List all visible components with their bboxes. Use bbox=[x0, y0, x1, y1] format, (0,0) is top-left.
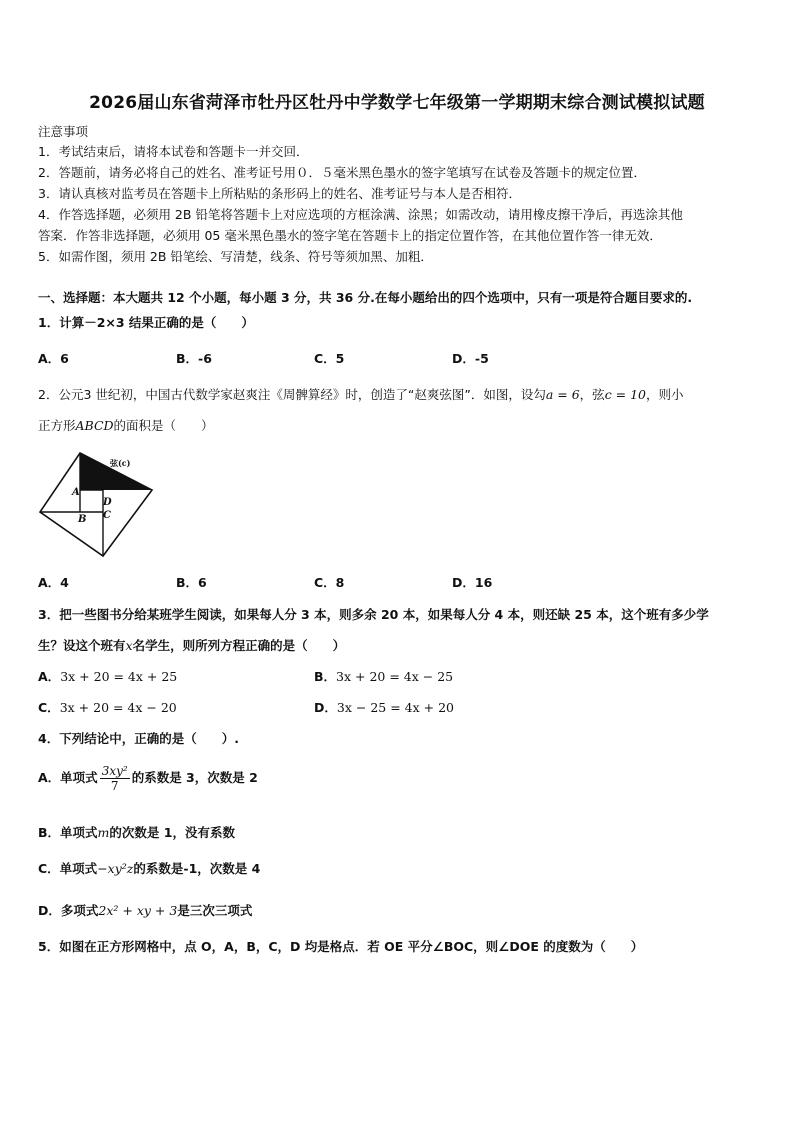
question-3-line-2 bbox=[38, 636, 345, 654]
q2-option-d: D．16 bbox=[452, 575, 493, 590]
question-2-line-1 bbox=[38, 385, 684, 403]
label-d: D bbox=[103, 497, 112, 508]
q3-option-b-letter: B． bbox=[314, 669, 337, 684]
label-c: C bbox=[103, 510, 111, 521]
q2-option-a: A．4 bbox=[38, 575, 69, 590]
label-a: A bbox=[72, 487, 80, 498]
q4-a-fraction bbox=[100, 764, 130, 793]
q3-option-d bbox=[314, 698, 454, 716]
zhao-shuang-figure bbox=[36, 450, 156, 560]
q2-stem-part-1: 2．公元3 世纪初，中国古代数学家赵爽注《周髀算经》时，创造了“赵爽弦图”．如图，设勾 bbox=[38, 387, 546, 402]
q4-c-pre: C．单项式 bbox=[38, 861, 98, 876]
q3-option-c-expr: 3x + 20 = 4x − 20 bbox=[59, 700, 177, 715]
q1-option-b: B．-6 bbox=[176, 351, 212, 366]
q3-option-c bbox=[38, 698, 177, 716]
q4-d-post: 是三次三项式 bbox=[177, 903, 253, 918]
q4-d-math: 2x² + xy + 3 bbox=[98, 903, 178, 918]
q4-b-math: m bbox=[97, 825, 110, 840]
q3-option-a-expr: 3x + 20 = 4x + 25 bbox=[60, 669, 178, 684]
notes-heading: 注意事项 bbox=[38, 124, 89, 139]
q3-option-b bbox=[314, 667, 453, 685]
q1-option-c: C．5 bbox=[314, 351, 345, 366]
q4-a-denominator: 7 bbox=[110, 779, 119, 793]
q4-option-b bbox=[38, 823, 235, 841]
q3-option-d-expr: 3x − 25 = 4x + 20 bbox=[336, 700, 454, 715]
q2-c-equation: c = 10 bbox=[604, 387, 647, 402]
question-3-line-1: 3．把一些图书分给某班学生阅读，如果每人分 3 本，则多余 20 本，如果每人分 4 本，则还缺 25 本，这个班有多少学 bbox=[38, 607, 709, 622]
q1-option-a: A．6 bbox=[38, 351, 69, 366]
note-item-2: 2．答题前，请务必将自己的姓名、准考证号用０．５毫米黑色墨水的签字笔填写在试卷及答题卡的规定位置． bbox=[38, 165, 646, 180]
q3-option-d-letter: D． bbox=[314, 700, 337, 715]
q2-stem-part-3: ，则小 bbox=[646, 387, 684, 402]
q2-option-b: B．6 bbox=[176, 575, 207, 590]
q3-option-b-expr: 3x + 20 = 4x − 25 bbox=[336, 669, 454, 684]
note-item-4-cont: 答案．作答非选择题，必须用 05 毫米黑色墨水的签字笔在答题卡上的指定位置作答，在其他位置作答一律无效． bbox=[38, 228, 662, 243]
note-item-3: 3．请认真核对监考员在答题卡上所粘贴的条形码上的姓名、准考证号与本人是否相符． bbox=[38, 186, 521, 201]
q3-variable: x bbox=[125, 638, 133, 653]
q2-a-equation: a = 6 bbox=[545, 387, 580, 402]
q3-option-a-letter: A． bbox=[38, 669, 61, 684]
q4-b-pre: B．单项式 bbox=[38, 825, 98, 840]
q4-a-post: 的系数是 3，次数是 2 bbox=[131, 770, 258, 785]
q2-line2-pre: 正方形 bbox=[38, 418, 76, 433]
note-item-1: 1．考试结束后，请将本试卷和答题卡一并交回． bbox=[38, 144, 309, 159]
q4-b-post: 的次数是 1，没有系数 bbox=[109, 825, 235, 840]
q2-option-c: C．8 bbox=[314, 575, 345, 590]
question-1-stem: 1．计算－2×3 结果正确的是（ ） bbox=[38, 315, 254, 330]
page-title: 2026届山东省菏泽市牡丹区牡丹中学数学七年级第一学期期末综合测试模拟试题 bbox=[89, 93, 705, 113]
q4-a-numerator: 3xy² bbox=[101, 764, 128, 778]
q2-line2-post: 的面积是（ ） bbox=[113, 418, 214, 433]
q2-stem-part-2: ，弦 bbox=[579, 387, 605, 402]
question-5-stem: 5．如图在正方形网格中，点 O，A，B，C，D 均是格点．若 OE 平分∠BOC，则∠DOE 的度数为（ ） bbox=[38, 939, 644, 954]
q4-a-pre: A．单项式 bbox=[38, 770, 98, 785]
label-b: B bbox=[78, 514, 87, 525]
q4-option-d bbox=[38, 901, 252, 919]
section-heading: 一、选择题：本大题共 12 个小题，每小题 3 分，共 36 分.在每小题给出的四个选项中，只有一项是符合题目要求的. bbox=[38, 290, 693, 305]
q4-d-pre: D．多项式 bbox=[38, 903, 99, 918]
q3-option-c-letter: C． bbox=[38, 700, 60, 715]
q3-line2-pre: 生？设这个班有 bbox=[38, 638, 126, 653]
note-item-4: 4．作答选择题，必须用 2B 铅笔将答题卡上对应选项的方框涂满、涂黑；如需改动，请用橡皮擦干净后，再选涂其他 bbox=[38, 207, 683, 222]
question-2-line-2 bbox=[38, 416, 214, 434]
q4-option-a bbox=[38, 764, 258, 793]
q4-c-math: −xy²z bbox=[97, 861, 134, 876]
question-4-stem: 4．下列结论中，正确的是（ ）. bbox=[38, 731, 239, 746]
q2-square-name: ABCD bbox=[75, 418, 114, 433]
q3-line2-post: 名学生，则所列方程正确的是（ ） bbox=[132, 638, 346, 653]
q1-option-d: D．-5 bbox=[452, 351, 489, 366]
q4-option-c bbox=[38, 859, 260, 877]
q3-option-a bbox=[38, 667, 177, 685]
note-item-5: 5．如需作图，须用 2B 铅笔绘、写清楚，线条、符号等须加黑、加粗． bbox=[38, 249, 433, 264]
q4-c-post: 的系数是-1，次数是 4 bbox=[133, 861, 261, 876]
label-hypotenuse: 弦(c) bbox=[110, 458, 131, 468]
